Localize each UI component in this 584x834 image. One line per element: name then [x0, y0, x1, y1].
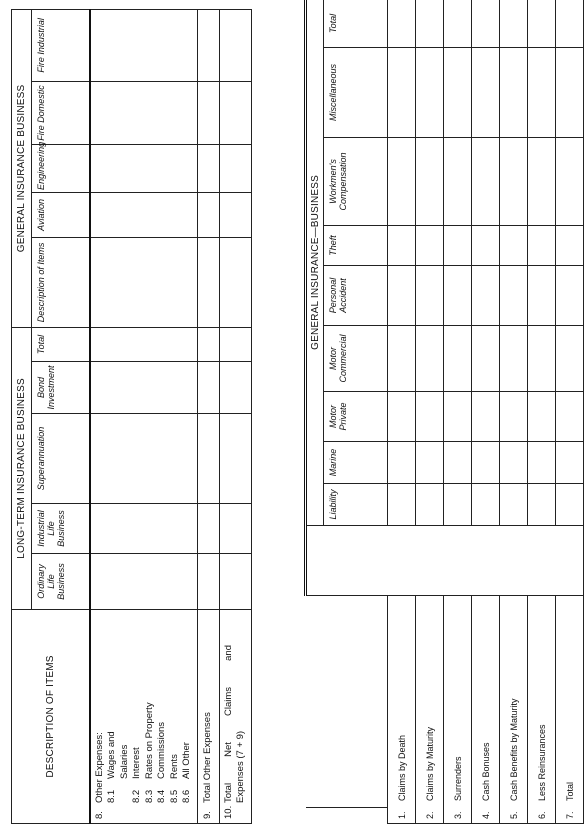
col-personal-accident: Personal Accident: [324, 266, 388, 326]
entry-cell[interactable]: [556, 326, 584, 392]
claims-row: 5. Cash Benefits by Maturity: [500, 596, 528, 824]
entry-cell[interactable]: [472, 484, 500, 526]
col-engineering: Engineering: [32, 144, 90, 192]
item-label: Rates on Property: [143, 702, 155, 779]
entry-cell[interactable]: [556, 48, 584, 138]
entry-cell[interactable]: [528, 48, 556, 138]
entry-cell[interactable]: [197, 81, 219, 144]
entry-cell[interactable]: [472, 226, 500, 266]
item-label: All Other: [181, 742, 192, 779]
col-industrial-life: Industrial Life Business: [32, 504, 90, 554]
col-miscellaneous: Miscellaneous: [324, 48, 388, 138]
claims-row: 4. Cash Bonuses: [472, 596, 500, 824]
item-label: Rents: [168, 754, 180, 779]
entry-cell[interactable]: [500, 138, 528, 226]
entry-cell[interactable]: [219, 81, 251, 144]
entry-cell[interactable]: [416, 226, 444, 266]
entry-cell[interactable]: [90, 9, 198, 81]
entry-cell[interactable]: [556, 442, 584, 484]
entry-cell[interactable]: [219, 237, 251, 327]
entry-cell[interactable]: [556, 266, 584, 326]
entry-cell[interactable]: [472, 266, 500, 326]
entry-cell[interactable]: [444, 0, 472, 48]
entry-cell[interactable]: [472, 0, 500, 48]
entry-cell[interactable]: [388, 392, 416, 442]
entry-cell[interactable]: [90, 414, 198, 504]
entry-cell[interactable]: [556, 0, 584, 48]
item-num: 8.2: [131, 789, 142, 803]
entry-cell[interactable]: [556, 226, 584, 266]
col-total: Total: [324, 0, 388, 48]
entry-cell[interactable]: [219, 362, 251, 414]
entry-cell[interactable]: [416, 442, 444, 484]
entry-cell[interactable]: [472, 326, 500, 392]
entry-cell[interactable]: [219, 504, 251, 554]
entry-cell[interactable]: [444, 226, 472, 266]
entry-cell[interactable]: [197, 362, 219, 414]
entry-cell[interactable]: [388, 226, 416, 266]
entry-cell[interactable]: [388, 326, 416, 392]
entry-cell[interactable]: [219, 192, 251, 237]
entry-cell[interactable]: [219, 9, 251, 81]
item-num: 8.4: [156, 789, 167, 803]
entry-cell[interactable]: [500, 48, 528, 138]
general-insurance-business-header: GENERAL INSURANCE—BUSINESS: [306, 0, 324, 526]
claims-row: 3. Surrenders: [444, 596, 472, 824]
col-fire-industrial: Fire Industrial: [32, 9, 90, 81]
col-general-description: Description of Items: [32, 237, 90, 327]
entry-cell[interactable]: [219, 327, 251, 361]
entry-cell[interactable]: [528, 0, 556, 48]
entry-cell[interactable]: [444, 442, 472, 484]
entry-cell[interactable]: [197, 9, 219, 81]
entry-cell[interactable]: [500, 326, 528, 392]
entry-cell[interactable]: [416, 326, 444, 392]
entry-cell[interactable]: [500, 484, 528, 526]
description-of-items-header: DESCRIPTION OF ITEMS: [12, 610, 90, 824]
entry-cell[interactable]: [444, 326, 472, 392]
entry-cell[interactable]: [197, 327, 219, 361]
long-term-insurance-header: LONG-TERM INSURANCE BUSINESS: [12, 327, 32, 609]
entry-cell[interactable]: [90, 554, 198, 610]
col-aviation: Aviation: [32, 192, 90, 237]
entry-cell[interactable]: [416, 0, 444, 48]
entry-cell[interactable]: [556, 484, 584, 526]
claims-row: 1. Claims by Death: [388, 596, 416, 824]
col-long-term-total: Total: [32, 327, 90, 361]
entry-cell[interactable]: [528, 226, 556, 266]
claims-row: 7. Total: [556, 596, 584, 824]
entry-cell[interactable]: [528, 138, 556, 226]
row-total-net-claims: 10. Total Net Claims and Expenses (7 + 9): [219, 610, 251, 824]
entry-cell[interactable]: [528, 442, 556, 484]
entry-cell[interactable]: [528, 326, 556, 392]
item-num: 8.6: [181, 789, 192, 803]
entry-cell[interactable]: [444, 138, 472, 226]
entry-cell[interactable]: [472, 442, 500, 484]
claims-row: 6. Less Reinsurances: [528, 596, 556, 824]
entry-cell[interactable]: [444, 392, 472, 442]
row-total-other-expenses: 9. Total Other Expenses: [197, 610, 219, 824]
entry-cell[interactable]: [219, 144, 251, 192]
item-label: Commissions: [156, 721, 167, 779]
entry-cell[interactable]: [500, 392, 528, 442]
col-fire-domestic: Fire Domestic: [32, 81, 90, 144]
blank-description-area: [306, 596, 388, 808]
entry-cell[interactable]: [416, 392, 444, 442]
entry-cell[interactable]: [388, 266, 416, 326]
entry-cell[interactable]: [197, 237, 219, 327]
entry-cell[interactable]: [444, 48, 472, 138]
claims-row: 2. Claims by Maturity: [416, 596, 444, 824]
col-motor-private: Motor Private: [324, 392, 388, 442]
entry-cell[interactable]: [556, 138, 584, 226]
item-num: 8.3: [143, 789, 155, 803]
col-superannuation: Superannuation: [32, 414, 90, 504]
entry-cell[interactable]: [416, 266, 444, 326]
entry-cell[interactable]: [500, 442, 528, 484]
col-theft: Theft: [324, 226, 388, 266]
entry-cell[interactable]: [197, 414, 219, 504]
entry-cell[interactable]: [219, 414, 251, 504]
entry-cell[interactable]: [388, 484, 416, 526]
entry-cell[interactable]: [388, 442, 416, 484]
blank-gap-column: [306, 526, 584, 596]
entry-cell[interactable]: [388, 48, 416, 138]
claims-table: [304, 0, 584, 824]
entry-cell[interactable]: [197, 554, 219, 610]
col-liability: Liability: [324, 484, 388, 526]
entry-cell[interactable]: [219, 554, 251, 610]
entry-cell[interactable]: [90, 327, 198, 361]
entry-cell[interactable]: [472, 48, 500, 138]
col-marine: Marine: [324, 442, 388, 484]
entry-cell[interactable]: [528, 266, 556, 326]
item-num: 8.5: [168, 789, 180, 803]
entry-cell[interactable]: [90, 144, 198, 192]
entry-cell[interactable]: [90, 81, 198, 144]
col-motor-commercial: Motor Commercial: [324, 326, 388, 392]
col-workmens-compensation: Workmen's Compensation: [324, 138, 388, 226]
entry-cell[interactable]: [500, 226, 528, 266]
general-insurance-header: GENERAL INSURANCE BUSINESS: [12, 9, 32, 327]
item-label: Wages and Salaries: [106, 731, 130, 779]
entry-cell[interactable]: [388, 138, 416, 226]
entry-cell[interactable]: [472, 392, 500, 442]
blank-margin: [306, 808, 388, 824]
entry-cell[interactable]: [197, 144, 219, 192]
entry-cell[interactable]: [416, 138, 444, 226]
entry-cell[interactable]: [388, 0, 416, 48]
entry-cell[interactable]: [90, 237, 198, 327]
entry-cell[interactable]: [197, 192, 219, 237]
entry-cell[interactable]: [90, 504, 198, 554]
entry-cell[interactable]: [528, 484, 556, 526]
entry-cell[interactable]: [416, 48, 444, 138]
item-label: Interest: [131, 747, 142, 779]
row-other-expenses: 8. Other Expenses: 8.1 Wages and Salaries 8.2 Interest 8.3 Rates on Property 8.4 Commissions 8.5 Rents 8.6 All Other: [90, 610, 198, 824]
entry-cell[interactable]: [500, 266, 528, 326]
entry-cell[interactable]: [416, 484, 444, 526]
entry-cell[interactable]: [197, 504, 219, 554]
entry-cell[interactable]: [90, 362, 198, 414]
entry-cell[interactable]: [444, 484, 472, 526]
entry-cell[interactable]: [472, 138, 500, 226]
item-num: 8.1: [106, 789, 117, 803]
entry-cell[interactable]: [90, 192, 198, 237]
col-ordinary-life: Ordinary Life Business: [32, 554, 90, 610]
entry-cell[interactable]: [444, 266, 472, 326]
entry-cell[interactable]: [500, 0, 528, 48]
col-bond-investment: Bond Investment: [32, 362, 90, 414]
entry-cell[interactable]: [556, 392, 584, 442]
other-expenses-table: [11, 9, 252, 824]
entry-cell[interactable]: [528, 392, 556, 442]
